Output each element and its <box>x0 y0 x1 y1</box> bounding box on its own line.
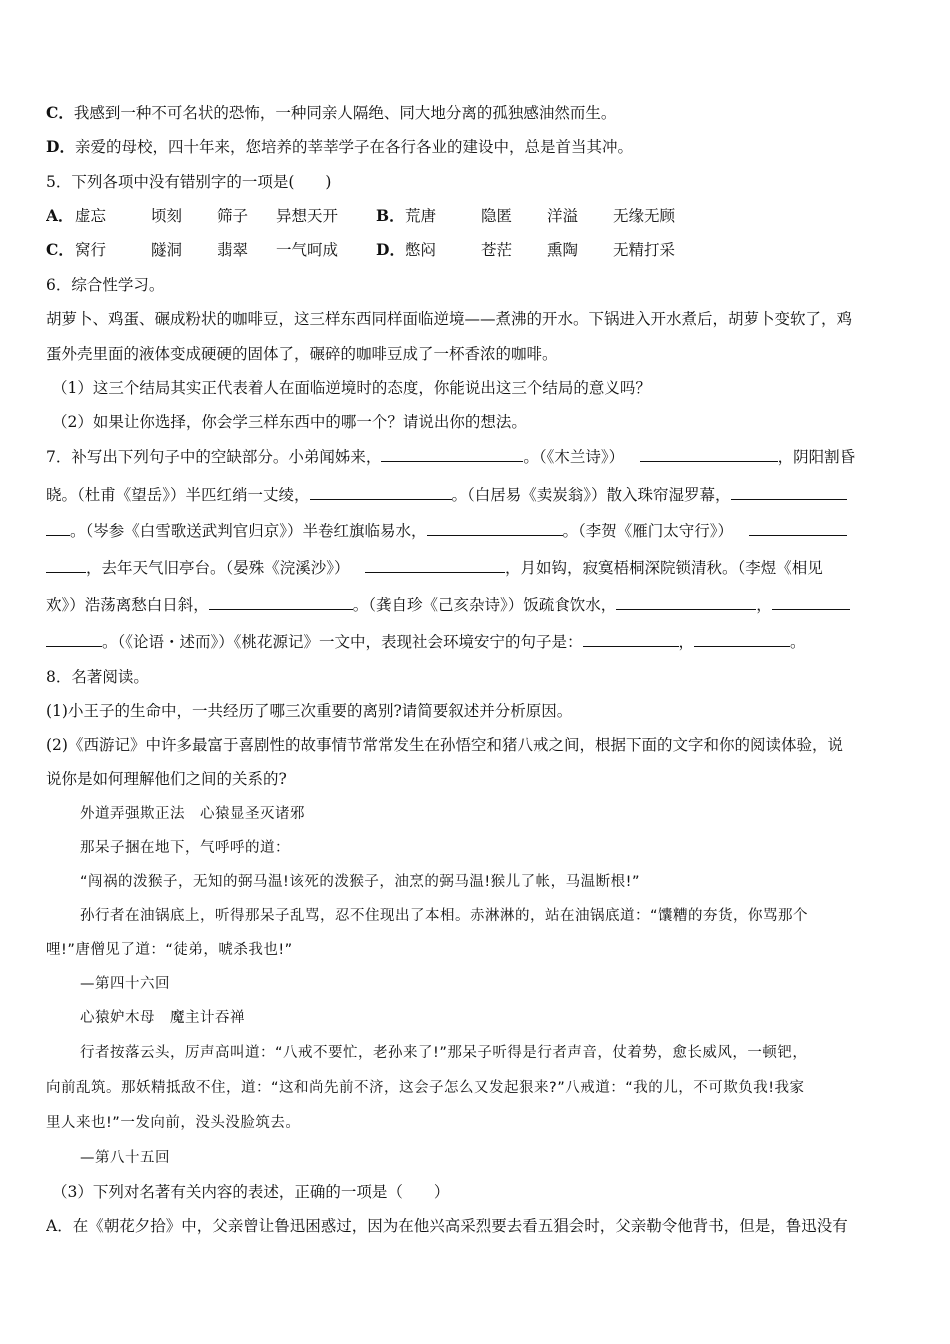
q7-text: 晓。（杜甫《望岳》）半匹红绡一丈绫， <box>46 486 310 504</box>
answer-blank[interactable] <box>749 520 847 536</box>
answer-blank[interactable] <box>310 484 452 500</box>
q7-text: 。 <box>790 633 806 651</box>
q8-option-a: A．在《朝花夕拾》中，父亲曾让鲁迅困惑过，因为在他兴高采烈要去看五猖会时，父亲勒令他背书，但是，鲁迅没有 <box>46 1217 848 1235</box>
answer-blank[interactable] <box>46 557 86 573</box>
q6-passage-line: 蛋外壳里面的液体变成硬硬的固体了，碾碎的咖啡豆成了一杯香浓的咖啡。 <box>46 345 558 363</box>
q8-sub-question-3: （3）下列对名著有关内容的表述，正确的一项是（ ） <box>52 1183 450 1201</box>
q5-a-word: 虚忘 <box>75 207 107 225</box>
excerpt-1-paragraph: 孙行者在油锅底上，听得那呆子乱骂，忍不住现出了本相。赤淋淋的，站在油锅底道：“馕糟的夯货，你骂那个 <box>80 908 809 924</box>
q7-text: ， <box>756 596 772 614</box>
q5-c-word: 隧洞 <box>151 241 183 259</box>
q4-option-c <box>46 103 908 123</box>
excerpt-2-paragraph-cont: 向前乱筑。那妖精抵敌不住，道：“这和尚先前不济，这会子怎么又发起狠来?”八戒道：“我的儿，不可欺负我!我家 <box>46 1080 805 1096</box>
q8-sub-question-1: (1)小王子的生命中，一共经历了哪三次重要的离别?请简要叙述并分析原因。 <box>46 702 573 720</box>
q5-d-word: 苍茫 <box>481 241 513 259</box>
q5-a-word: 异想天开 <box>276 207 339 225</box>
answer-blank[interactable] <box>46 631 102 647</box>
q8-stem: 8．名著阅读。 <box>46 668 149 686</box>
q7-line <box>46 557 908 578</box>
q7-text: ，阴阳割昏 <box>777 448 856 466</box>
q7-text: ，去年天气旧亭台。（晏殊《浣溪沙》） <box>86 559 350 577</box>
q5-d-label: D． <box>376 240 405 259</box>
q5-c-word: 翡翠 <box>217 241 249 259</box>
q8-sub-question-2: (2)《西游记》中许多最富于喜剧性的故事情节常常发生在孙悟空和猪八戒之间，根据下面的文字和你的阅读体验，说 <box>46 736 843 754</box>
excerpt-2-paragraph-cont: 里人来也!”一发向前，没头没脸筑去。 <box>46 1115 301 1131</box>
excerpt-1-title: 外道弄强欺正法 心猿显圣灭诸邪 <box>80 806 305 822</box>
q6-sub-question-2: （2）如果让你选择，你会学三样东西中的哪一个？请说出你的想法。 <box>52 413 527 431</box>
excerpt-1-source: —第四十六回 <box>80 976 170 992</box>
q7-line <box>46 594 908 615</box>
q5-a-word: 顷刻 <box>151 207 183 225</box>
answer-blank[interactable] <box>640 446 778 462</box>
excerpt-1-paragraph-cont: 哩!”唐僧见了道：“徒弟，唬杀我也!” <box>46 942 293 958</box>
answer-blank[interactable] <box>365 557 505 573</box>
q7-text: 。（《论语・述而》）《桃花源记》一文中，表现社会环境安宁的句子是： <box>102 633 583 651</box>
q7-line <box>46 484 908 505</box>
option-label: D． <box>46 137 75 156</box>
q7-line <box>46 446 908 467</box>
answer-blank[interactable] <box>731 484 847 500</box>
q4-option-d <box>46 137 908 157</box>
answer-blank[interactable] <box>583 631 679 647</box>
q5-b-word: 无缘无顾 <box>613 207 676 225</box>
q5-c-word: 一气呵成 <box>276 241 339 259</box>
option-text: 我感到一种不可名状的恐怖，一种同亲人隔绝、同大地分离的孤独感油然而生。 <box>73 104 617 122</box>
q7-text: ， <box>678 633 695 651</box>
q7-text: 7．补写出下列句子中的空缺部分。小弟闻姊来， <box>46 448 382 466</box>
q5-b-label: B． <box>376 206 405 225</box>
answer-blank[interactable] <box>381 446 523 462</box>
option-label: C． <box>46 103 74 122</box>
excerpt-1-paragraph: 那呆子捆在地下，气呼呼的道： <box>80 840 290 856</box>
q6-stem: 6．综合性学习。 <box>46 276 165 294</box>
answer-blank[interactable] <box>772 594 850 610</box>
q5-row-ab <box>46 206 908 226</box>
excerpt-2-paragraph: 行者按落云头，厉声高叫道：“八戒不要忙，老孙来了!”那呆子听得是行者声音，仗着势，愈长威风，一顿钯， <box>80 1045 808 1061</box>
q7-text: 。（李贺《雁门太守行》） <box>562 522 734 540</box>
q5-row-cd <box>46 240 908 260</box>
answer-blank[interactable] <box>46 520 70 536</box>
q5-b-word: 隐匿 <box>481 207 513 225</box>
q7-text: 。（白居易《卖炭翁》）散入珠帘湿罗幕， <box>451 486 731 504</box>
q7-text: 。（岑参《白雪歌送武判官归京》）半卷红旗临易水， <box>70 522 427 540</box>
q5-d-word: 熏陶 <box>547 241 579 259</box>
answer-blank[interactable] <box>209 594 353 610</box>
excerpt-2-title: 心猿妒木母 魔主计吞禅 <box>80 1010 245 1026</box>
q5-d-word: 无精打采 <box>613 241 676 259</box>
q7-line <box>46 631 908 652</box>
q5-c-label: C． <box>46 240 74 259</box>
q5-b-word: 荒唐 <box>405 207 437 225</box>
q5-stem: 5．下列各项中没有错别字的一项是( ) <box>46 173 332 191</box>
q5-c-word: 窝行 <box>75 241 107 259</box>
option-text: 亲爱的母校，四十年来，您培养的莘莘学子在各行各业的建设中，总是首当其冲。 <box>74 138 633 156</box>
excerpt-2-source: —第八十五回 <box>80 1150 170 1166</box>
q6-passage-line: 胡萝卜、鸡蛋、碾成粉状的咖啡豆，这三样东西同样面临逆境——煮沸的开水。下锅进入开水煮后，胡萝卜变软了，鸡 <box>46 310 853 328</box>
q7-text: 欢》）浩荡离愁白日斜， <box>46 596 209 614</box>
excerpt-1-paragraph: “闯祸的泼猴子，无知的弼马温!该死的泼猴子，油烹的弼马温!猴儿了帐，马温断根!” <box>80 874 640 890</box>
q7-text: 。（《木兰诗》） <box>523 448 625 466</box>
answer-blank[interactable] <box>427 520 563 536</box>
q5-d-word: 憋闷 <box>405 241 437 259</box>
q5-a-label: A． <box>46 206 74 225</box>
q5-b-word: 洋溢 <box>547 207 579 225</box>
q7-line <box>46 520 908 541</box>
q6-sub-question-1: （1）这三个结局其实正代表着人在面临逆境时的态度，你能说出这三个结局的意义吗？ <box>52 379 651 397</box>
answer-blank[interactable] <box>616 594 756 610</box>
q5-a-word: 筛子 <box>217 207 249 225</box>
q8-sub-question-2-cont: 说你是如何理解他们之间的关系的? <box>46 770 287 788</box>
q7-text: ，月如钩，寂寞梧桐深院锁清秋。（李煜《相见 <box>505 559 823 577</box>
answer-blank[interactable] <box>694 631 790 647</box>
q7-text: 。（龚自珍《己亥杂诗》）饭疏食饮水， <box>352 596 617 614</box>
